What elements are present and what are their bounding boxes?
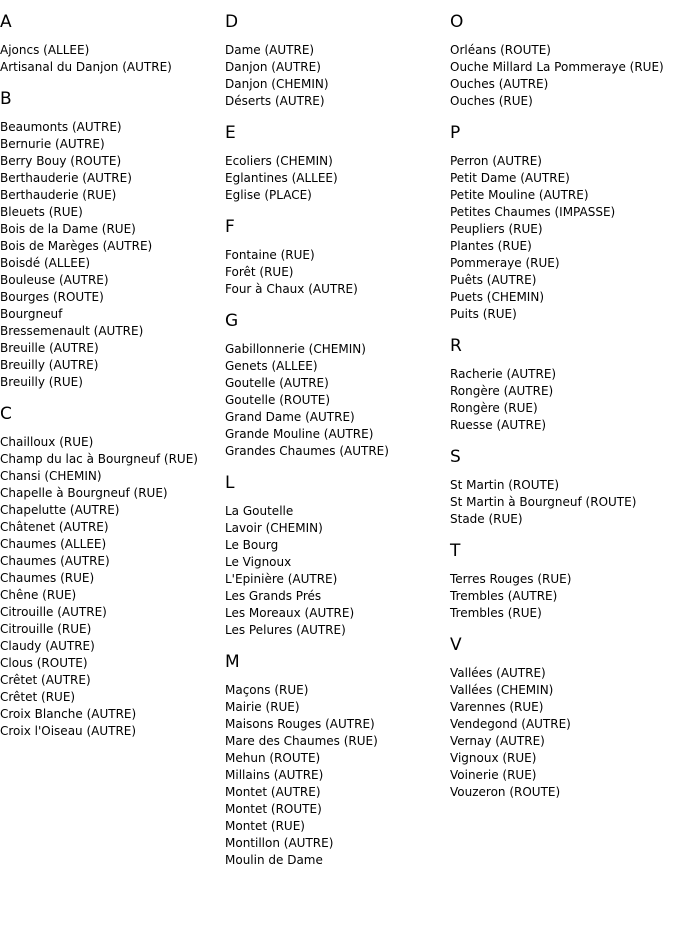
street-item: Vendegond (AUTRE) bbox=[450, 717, 571, 731]
street-item: Eglise (PLACE) bbox=[225, 188, 312, 202]
street-item: Vignoux (RUE) bbox=[450, 751, 537, 765]
street-item: Vallées (CHEMIN) bbox=[450, 683, 554, 697]
street-item: Chaumes (AUTRE) bbox=[0, 554, 110, 568]
street-item: Boisdé (ALLEE) bbox=[0, 256, 91, 270]
column-3 bbox=[450, 0, 675, 814]
street-list bbox=[450, 42, 675, 110]
street-item: Ruesse (AUTRE) bbox=[450, 418, 547, 432]
street-list bbox=[225, 341, 450, 460]
section-letter: T bbox=[450, 541, 461, 561]
street-item: Bernurie (AUTRE) bbox=[0, 137, 105, 151]
letter-group-g bbox=[225, 311, 450, 460]
letter-group-m bbox=[225, 652, 450, 869]
column-1 bbox=[0, 0, 225, 753]
street-item: St Martin (ROUTE) bbox=[450, 478, 560, 492]
street-item: Petit Dame (AUTRE) bbox=[450, 171, 570, 185]
street-item: Citrouille (RUE) bbox=[0, 622, 92, 636]
street-item: Chailloux (RUE) bbox=[0, 435, 94, 449]
street-item: Bleuets (RUE) bbox=[0, 205, 83, 219]
street-item: Déserts (AUTRE) bbox=[225, 94, 325, 108]
street-item: Citrouille (AUTRE) bbox=[0, 605, 107, 619]
street-item: Montet (RUE) bbox=[225, 819, 305, 833]
street-item: Varennes (RUE) bbox=[450, 700, 544, 714]
street-item: Rongère (AUTRE) bbox=[450, 384, 554, 398]
street-item: Moulin de Dame bbox=[225, 853, 323, 867]
street-list bbox=[450, 366, 675, 434]
street-item: L'Epinière (AUTRE) bbox=[225, 572, 338, 586]
street-list bbox=[0, 42, 225, 76]
street-item: Les Grands Prés bbox=[225, 589, 322, 603]
street-item: Vouzeron (ROUTE) bbox=[450, 785, 561, 799]
street-item: Croix l'Oiseau (AUTRE) bbox=[0, 724, 137, 738]
street-item: Millains (AUTRE) bbox=[225, 768, 324, 782]
street-item: Chaumes (ALLEE) bbox=[0, 537, 107, 551]
street-list bbox=[450, 665, 675, 801]
street-item: Les Moreaux (AUTRE) bbox=[225, 606, 355, 620]
street-item: Chêne (RUE) bbox=[0, 588, 77, 602]
street-item: Eglantines (ALLEE) bbox=[225, 171, 338, 185]
street-item: Puêts (AUTRE) bbox=[450, 273, 537, 287]
letter-group-b bbox=[0, 89, 225, 391]
street-item: Terres Rouges (RUE) bbox=[450, 572, 572, 586]
street-item: Clous (ROUTE) bbox=[0, 656, 88, 670]
section-letter: M bbox=[225, 652, 240, 672]
street-item: Grandes Chaumes (AUTRE) bbox=[225, 444, 389, 458]
street-list bbox=[0, 434, 225, 740]
street-item: Puits (RUE) bbox=[450, 307, 517, 321]
street-item: Chapelle à Bourgneuf (RUE) bbox=[0, 486, 168, 500]
street-item: Breuilly (AUTRE) bbox=[0, 358, 99, 372]
street-item: Racherie (AUTRE) bbox=[450, 367, 557, 381]
street-item: Goutelle (ROUTE) bbox=[225, 393, 331, 407]
street-item: Champ du lac à Bourgneuf (RUE) bbox=[0, 452, 198, 466]
street-item: Perron (AUTRE) bbox=[450, 154, 542, 168]
section-letter: V bbox=[450, 635, 462, 655]
street-item: Chansi (CHEMIN) bbox=[0, 469, 102, 483]
letter-group-l bbox=[225, 473, 450, 639]
street-item: Bressemenault (AUTRE) bbox=[0, 324, 144, 338]
street-item: Forêt (RUE) bbox=[225, 265, 294, 279]
street-item: Crêtet (RUE) bbox=[0, 690, 76, 704]
section-letter: S bbox=[450, 447, 461, 467]
street-list bbox=[225, 503, 450, 639]
street-item: Breuilly (RUE) bbox=[0, 375, 83, 389]
letter-group-e bbox=[225, 123, 450, 204]
street-item: Châtenet (AUTRE) bbox=[0, 520, 109, 534]
street-item: Petite Mouline (AUTRE) bbox=[450, 188, 589, 202]
street-item: Berry Bouy (ROUTE) bbox=[0, 154, 122, 168]
section-letter: L bbox=[225, 473, 235, 493]
street-item: Genets (ALLEE) bbox=[225, 359, 318, 373]
street-item: Crêtet (AUTRE) bbox=[0, 673, 91, 687]
street-item: Maisons Rouges (AUTRE) bbox=[225, 717, 375, 731]
street-list bbox=[450, 477, 675, 528]
street-item: Croix Blanche (AUTRE) bbox=[0, 707, 137, 721]
letter-group-c bbox=[0, 404, 225, 740]
street-item: Petites Chaumes (IMPASSE) bbox=[450, 205, 616, 219]
street-item: Lavoir (CHEMIN) bbox=[225, 521, 323, 535]
street-item: Bourgneuf bbox=[0, 307, 63, 321]
street-item: Stade (RUE) bbox=[450, 512, 523, 526]
street-item: La Goutelle bbox=[225, 504, 294, 518]
column-2 bbox=[225, 0, 450, 882]
street-item: St Martin à Bourgneuf (ROUTE) bbox=[450, 495, 637, 509]
street-item: Goutelle (AUTRE) bbox=[225, 376, 329, 390]
street-item: Ecoliers (CHEMIN) bbox=[225, 154, 333, 168]
street-item: Mairie (RUE) bbox=[225, 700, 300, 714]
street-list bbox=[225, 247, 450, 298]
street-item: Grande Mouline (AUTRE) bbox=[225, 427, 374, 441]
street-item: Ajoncs (ALLEE) bbox=[0, 43, 90, 57]
street-item: Trembles (AUTRE) bbox=[450, 589, 558, 603]
street-item: Claudy (AUTRE) bbox=[0, 639, 95, 653]
street-item: Maçons (RUE) bbox=[225, 683, 309, 697]
section-letter: G bbox=[225, 311, 239, 331]
street-item: Chaumes (RUE) bbox=[0, 571, 95, 585]
letter-group-f bbox=[225, 217, 450, 298]
street-list bbox=[450, 571, 675, 622]
street-item: Bois de Marèges (AUTRE) bbox=[0, 239, 153, 253]
street-item: Rongère (RUE) bbox=[450, 401, 538, 415]
street-list bbox=[225, 42, 450, 110]
street-item: Fontaine (RUE) bbox=[225, 248, 315, 262]
letter-group-v bbox=[450, 635, 675, 801]
section-letter: E bbox=[225, 123, 236, 143]
street-item: Plantes (RUE) bbox=[450, 239, 532, 253]
street-item: Orléans (ROUTE) bbox=[450, 43, 551, 57]
street-item: Berthauderie (AUTRE) bbox=[0, 171, 132, 185]
street-item: Montillon (AUTRE) bbox=[225, 836, 334, 850]
letter-group-o bbox=[450, 12, 675, 110]
section-letter: O bbox=[450, 12, 464, 32]
street-item: Le Bourg bbox=[225, 538, 279, 552]
street-item: Ouche Millard La Pommeraye (RUE) bbox=[450, 60, 664, 74]
street-item: Trembles (RUE) bbox=[450, 606, 542, 620]
letter-group-t bbox=[450, 541, 675, 622]
letter-group-s bbox=[450, 447, 675, 528]
street-item: Mehun (ROUTE) bbox=[225, 751, 321, 765]
section-letter: B bbox=[0, 89, 12, 109]
street-item: Puets (CHEMIN) bbox=[450, 290, 545, 304]
street-item: Ouches (RUE) bbox=[450, 94, 533, 108]
street-item: Gabillonnerie (CHEMIN) bbox=[225, 342, 366, 356]
letter-group-p bbox=[450, 123, 675, 323]
street-item: Mare des Chaumes (RUE) bbox=[225, 734, 378, 748]
street-item: Ouches (AUTRE) bbox=[450, 77, 549, 91]
street-item: Les Pelures (AUTRE) bbox=[225, 623, 346, 637]
street-item: Chapelutte (AUTRE) bbox=[0, 503, 120, 517]
street-item: Grand Dame (AUTRE) bbox=[225, 410, 355, 424]
street-item: Beaumonts (AUTRE) bbox=[0, 120, 122, 134]
street-list bbox=[225, 153, 450, 204]
street-item: Danjon (CHEMIN) bbox=[225, 77, 329, 91]
street-item: Berthauderie (RUE) bbox=[0, 188, 117, 202]
street-item: Voinerie (RUE) bbox=[450, 768, 537, 782]
street-item: Bourges (ROUTE) bbox=[0, 290, 104, 304]
letter-group-r bbox=[450, 336, 675, 434]
street-list bbox=[0, 119, 225, 391]
section-letter: A bbox=[0, 12, 12, 32]
street-item: Four à Chaux (AUTRE) bbox=[225, 282, 358, 296]
street-item: Vernay (AUTRE) bbox=[450, 734, 545, 748]
letter-group-d bbox=[225, 12, 450, 110]
section-letter: D bbox=[225, 12, 239, 32]
street-item: Pommeraye (RUE) bbox=[450, 256, 560, 270]
street-item: Dame (AUTRE) bbox=[225, 43, 315, 57]
street-list bbox=[450, 153, 675, 323]
section-letter: C bbox=[0, 404, 12, 424]
street-list bbox=[225, 682, 450, 869]
street-item: Peupliers (RUE) bbox=[450, 222, 543, 236]
section-letter: F bbox=[225, 217, 235, 237]
street-item: Artisanal du Danjon (AUTRE) bbox=[0, 60, 172, 74]
street-item: Montet (ROUTE) bbox=[225, 802, 322, 816]
street-item: Bouleuse (AUTRE) bbox=[0, 273, 109, 287]
street-item: Vallées (AUTRE) bbox=[450, 666, 546, 680]
street-item: Montet (AUTRE) bbox=[225, 785, 321, 799]
letter-group-a bbox=[0, 12, 225, 76]
street-item: Le Vignoux bbox=[225, 555, 292, 569]
section-letter: R bbox=[450, 336, 462, 356]
street-item: Danjon (AUTRE) bbox=[225, 60, 321, 74]
street-item: Breuille (AUTRE) bbox=[0, 341, 99, 355]
section-letter: P bbox=[450, 123, 461, 143]
street-item: Bois de la Dame (RUE) bbox=[0, 222, 136, 236]
